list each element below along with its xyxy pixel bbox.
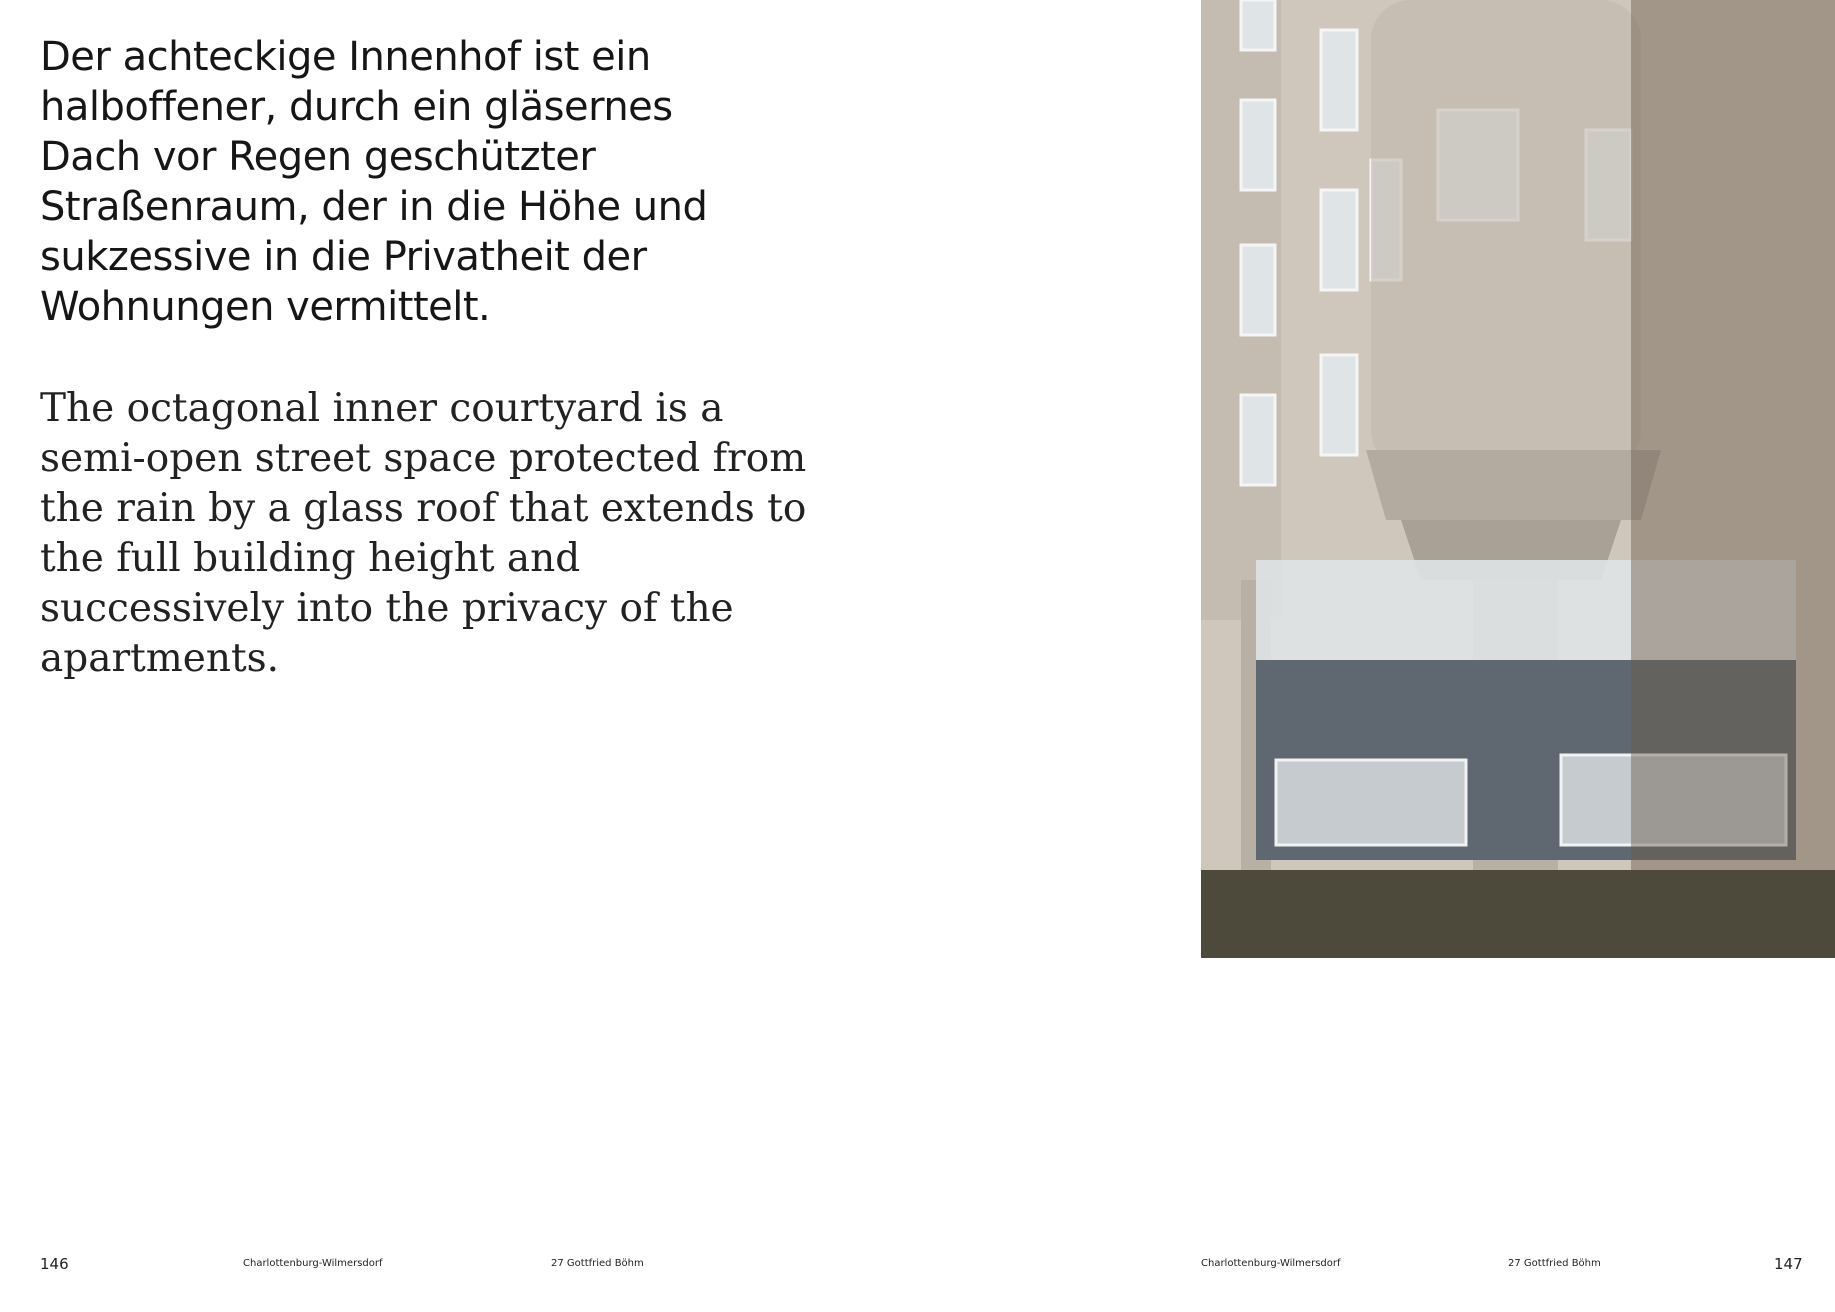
building-photo: [1201, 0, 1835, 958]
footer-district-left: Charlottenburg-Wilmersdorf: [243, 1258, 383, 1269]
page-number-left: 146: [40, 1255, 69, 1273]
page-number-right: 147: [1774, 1255, 1803, 1273]
footer-entry-right: 27 Gottfried Böhm: [1508, 1258, 1601, 1269]
german-paragraph: Der achteckige Innenhof ist ein halboffener, durch ein gläsernes Dach vor Regen geschützter Straßenraum, der in die Höhe und sukzessive in die Privatheit der Wohnungen vermittelt.: [40, 34, 708, 330]
courtyard-facade-image: [1201, 0, 1835, 958]
footer-entry-left: 27 Gottfried Böhm: [551, 1258, 644, 1269]
footer-district-right: Charlottenburg-Wilmersdorf: [1201, 1258, 1341, 1269]
english-paragraph: The octagonal inner courtyard is a semi-open street space protected from the rain by a glass roof that extends to the full building height and successively into the privacy of the apartments.: [40, 386, 807, 681]
